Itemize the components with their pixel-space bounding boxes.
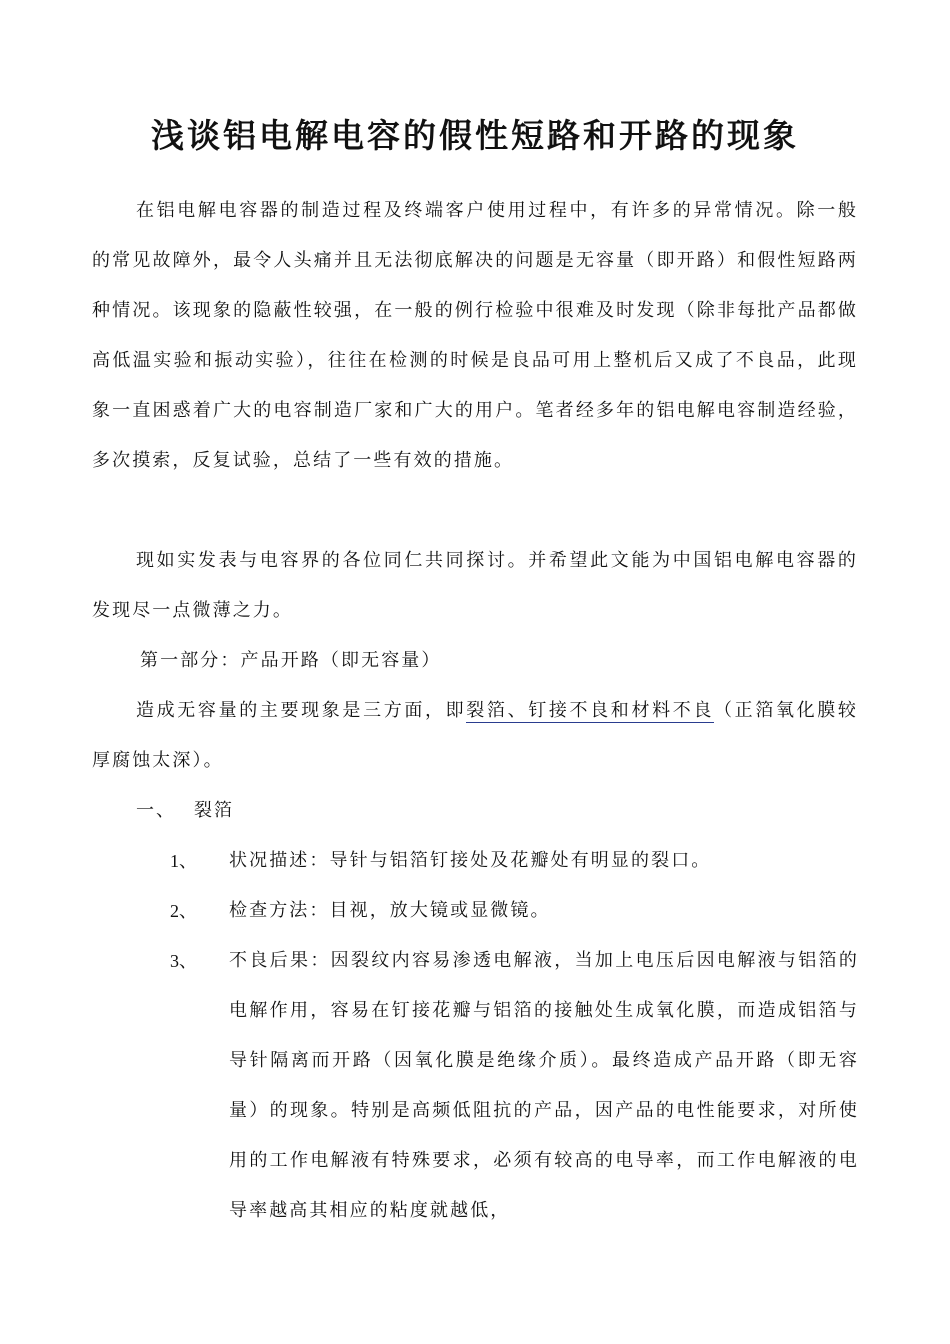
part-one-heading: 第一部分：产品开路（即无容量） <box>140 650 442 671</box>
section-one-number: 一、 <box>136 800 176 821</box>
list-item-text: 不良后果：因裂纹内容易渗透电解液，当加上电压后因电解液与铝箔的电解作用，容易在钉接花瓣与铝箔的接触处生成氧化膜，而造成铝箔与导针隔离而开路（因氧化膜是绝缘介质）。最终造成产品开路（即无容量）的现象。特别是高频低阻抗的产品，因产品的电性能要求，对所使用的工作电解液有特殊要求，必须有较高的电导率，而工作电解液的电导率越高其相应的粘度就越低， <box>229 950 859 1221</box>
second-paragraph: 现如实发表与电容界的各位同仁共同探讨。并希望此文能为中国铝电解电容器的发现尽一点微薄之力。 <box>92 550 858 621</box>
list-item-number: 1、 <box>170 851 197 871</box>
section-one-label: 裂箔 <box>194 800 234 821</box>
list-item-number: 3、 <box>170 951 197 971</box>
intro-paragraph: 在铝电解电容器的制造过程及终端客户使用过程中，有许多的异常情况。除一般的常见故障外，最令人头痛并且无法彻底解决的问题是无容量（即开路）和假性短路两种情况。该现象的隐蔽性较强，在一般的例行检验中很难及时发现（除非每批产品都做高低温实验和振动实验），往往在检测的时候是良品可用上整机后又成了不良品，此现象一直困惑着广大的电容制造厂家和广大的用户。笔者经多年的铝电解电容制造经验，多次摸索，反复试验，总结了一些有效的措施。 <box>92 200 858 471</box>
list-item-text: 检查方法：目视，放大镜或显微镜。 <box>229 900 551 921</box>
causes-paragraph <box>92 686 858 786</box>
causes-prefix: 造成无容量的主要现象是三方面，即 <box>136 700 467 721</box>
list-item-text: 状况描述：导针与铝箔钉接处及花瓣处有明显的裂口。 <box>229 850 712 871</box>
list-item-number: 2、 <box>170 901 197 921</box>
causes-underlined: 裂箔、钉接不良和材料不良 <box>466 700 715 721</box>
causes-suffix: （正箔氧化膜较厚腐蚀太深）。 <box>92 700 858 771</box>
document-title: 浅谈铝电解电容的假性短路和开路的现象 <box>151 116 799 155</box>
